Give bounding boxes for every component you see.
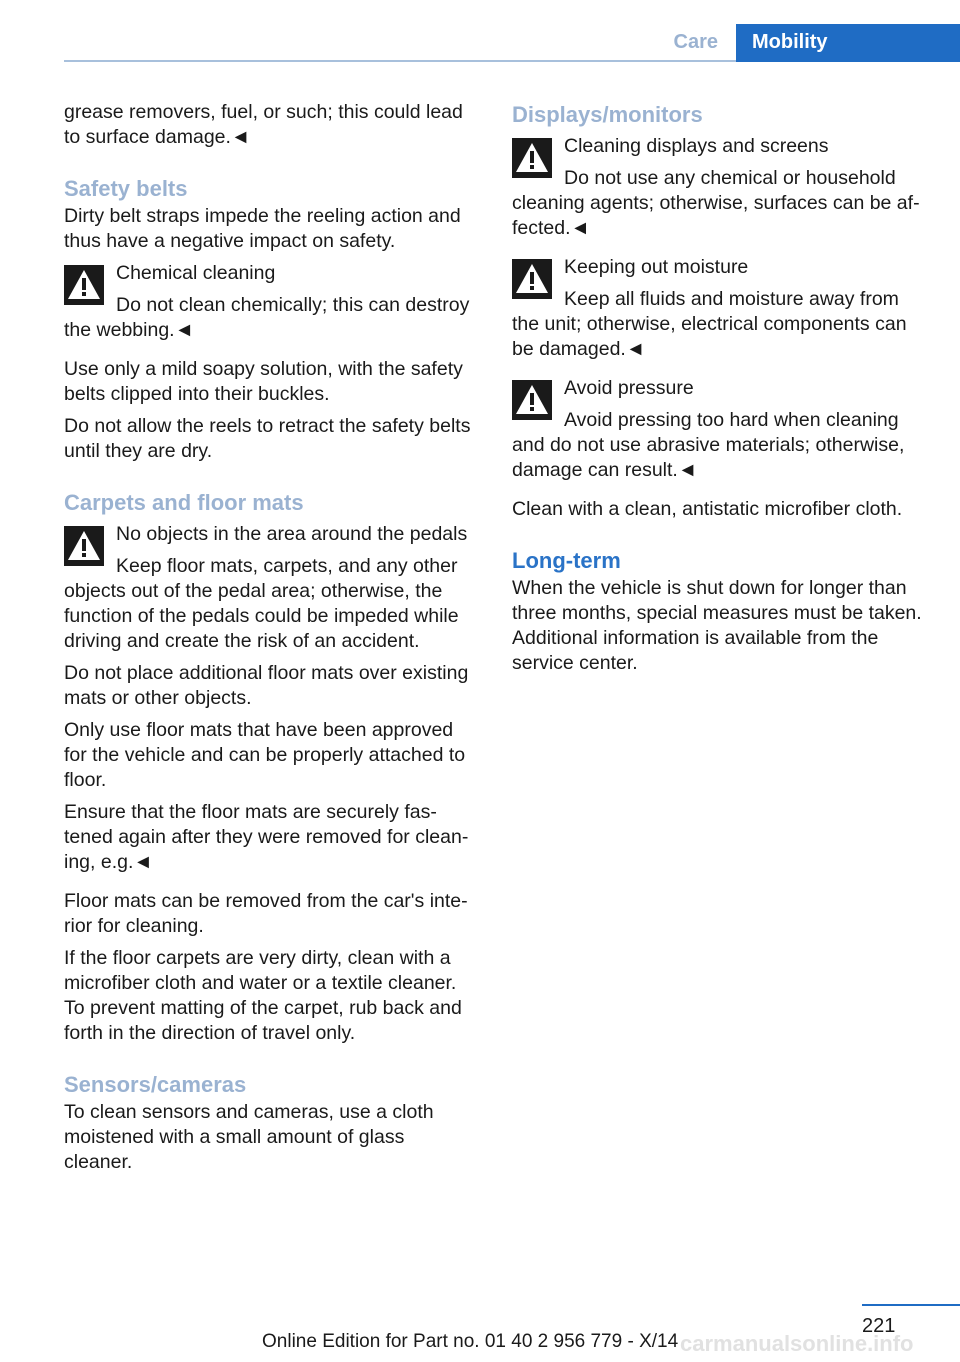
warning-text-rest: objects out of the pedal area; otherwise, the function of the pedals could be impeded while driving and create the risk of an accident. [64,580,459,652]
page-header [0,24,960,62]
section-displays [512,100,926,522]
carpets-paragraph-4: Floor mats can be removed from the car's inte-rior for cleaning. [64,890,468,937]
heading-safety-belts: Safety belts [64,176,188,201]
warning-title: Avoid pressure [564,377,694,399]
warning-pressure [512,376,926,483]
section-sensors [64,1070,478,1175]
warning-triangle-icon [512,380,552,420]
right-column [512,100,926,683]
left-column [64,100,478,1182]
warning-pedal-area [64,522,478,654]
warning-text-line: Keep all fluids and moisture away from [564,288,899,310]
heading-displays: Displays/monitors [512,102,703,127]
safety-belts-paragraph-1: Dirty belt straps impede the reeling action and thus have a negative impact on safety. [64,205,461,252]
displays-paragraph-1: Clean with a clean, antistatic microfiber cloth. [512,498,903,520]
tab-mobility[interactable]: Mobility [736,24,960,62]
warning-text-rest: the unit; otherwise, electrical components can be damaged.◄ [512,313,907,360]
warning-chemical-cleaning [64,261,478,343]
sensors-paragraph-1: To clean sensors and cameras, use a cloth moistened with a small amount of glass cleaner. [64,1101,434,1173]
footer-rule [862,1304,960,1306]
warning-title: Cleaning displays and screens [564,135,829,157]
footer-edition: Online Edition for Part no. 01 40 2 956 779 - X/14 [262,1331,679,1352]
warning-title: Chemical cleaning [116,262,276,284]
warning-text-rest: and do not use abrasive materials; otherwise, damage can result.◄ [512,434,905,481]
warning-text-rest: cleaning agents; otherwise, surfaces can be af-fected.◄ [512,192,920,239]
carpets-paragraph-5: If the floor carpets are very dirty, clean with a microfiber cloth and water or a textile cleaner. To prevent matting of the carpet, rub back and forth in the direction of travel only. [64,947,462,1044]
warning-text-line: Do not use any chemical or household [564,167,896,189]
warning-text-line: Avoid pressing too hard when cleaning [564,409,899,431]
tab-care[interactable]: Care [673,31,718,53]
warning-triangle-icon [64,265,104,305]
safety-belts-paragraph-2: Use only a mild soapy solution, with the safety belts clipped into their buckles. [64,358,463,405]
warning-triangle-icon [64,526,104,566]
warning-text-line: Keep floor mats, carpets, and any other [116,555,458,577]
carpets-paragraph-2: Only use floor mats that have been approved for the vehicle and can be properly attached to floor. [64,719,466,791]
section-longterm [512,546,926,676]
warning-moisture [512,255,926,362]
carpets-paragraph-1: Do not place additional floor mats over existing mats or other objects. [64,662,469,709]
longterm-paragraph-1: When the vehicle is shut down for longer than three months, special measures must be taken. Additional information is available from the service center. [512,577,922,674]
safety-belts-paragraph-3: Do not allow the reels to retract the safety belts until they are dry. [64,415,471,462]
warning-title: No objects in the area around the pedals [116,523,468,545]
section-safety-belts [64,174,478,464]
warning-cleaning-displays [512,134,926,241]
heading-longterm: Long-term [512,548,621,573]
warning-triangle-icon [512,259,552,299]
section-carpets [64,488,478,1046]
warning-triangle-icon [512,138,552,178]
page-number: 221 [862,1315,896,1337]
intro-paragraph: grease removers, fuel, or such; this could lead to surface damage.◄ [64,101,463,148]
warning-text-rest: the webbing.◄ [64,319,194,341]
watermark: carmanualsonline.info [680,1331,914,1356]
warning-title: Keeping out moisture [564,256,749,278]
heading-carpets: Carpets and floor mats [64,490,304,515]
heading-sensors: Sensors/cameras [64,1072,247,1097]
carpets-paragraph-3: Ensure that the floor mats are securely fas-tened again after they were removed for clean-ing, e.g.◄ [64,801,469,873]
warning-text-line: Do not clean chemically; this can destroy [116,294,470,316]
